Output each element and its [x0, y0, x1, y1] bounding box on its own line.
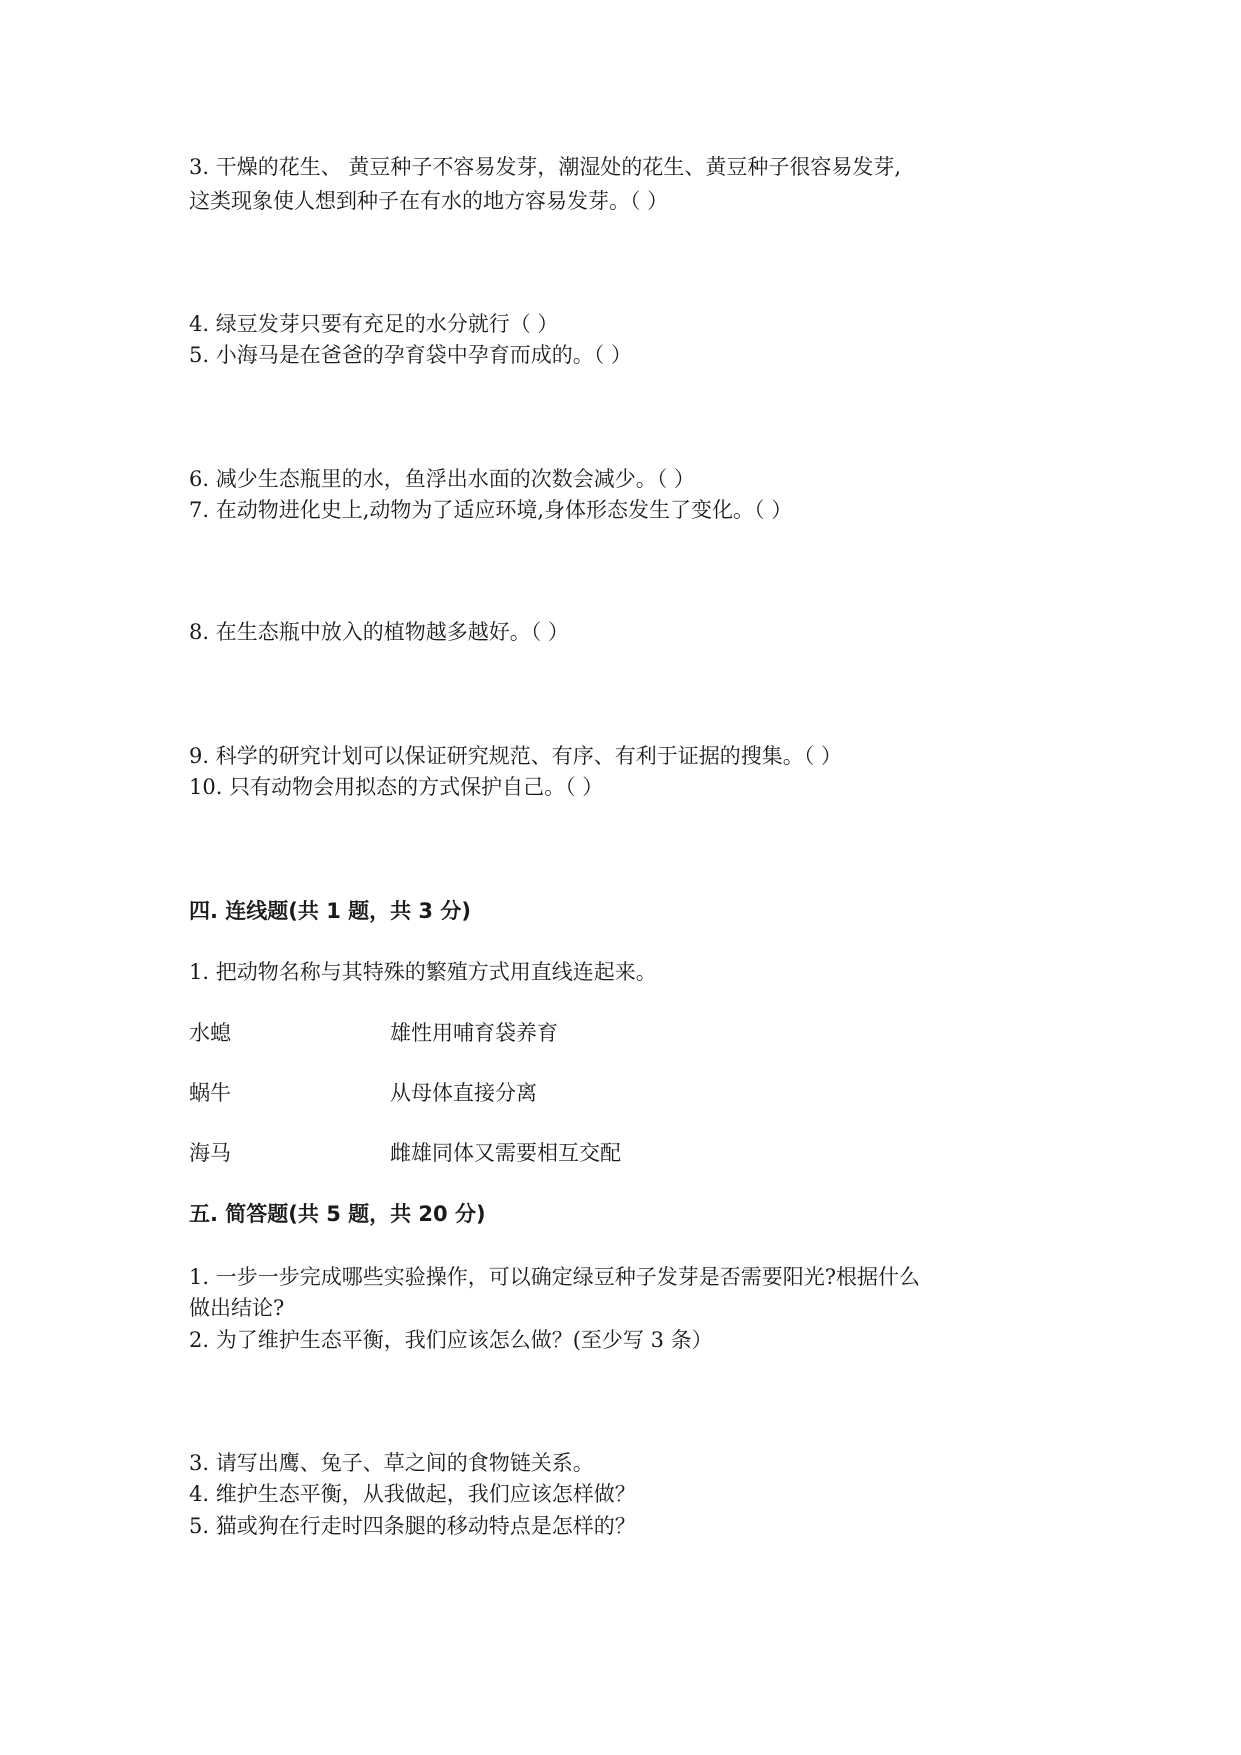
question-10: 10. 只有动物会用拟态的方式保护自己。（ ）	[189, 775, 604, 799]
reproduction-method: 从母体直接分离	[390, 1081, 537, 1105]
question-3-line-2: 这类现象使人想到种子在有水的地方容易发芽。（ ）	[189, 189, 669, 213]
short-answer-1-line-1: 1. 一步一步完成哪些实验操作，可以确定绿豆种子发芽是否需要阳光?根据什么	[189, 1265, 920, 1289]
section-5-title: 五. 简答题(共 5 题，共 20 分)	[189, 1202, 486, 1226]
question-8: 8. 在生态瓶中放入的植物越多越好。（ ）	[189, 620, 569, 644]
animal-name: 蜗牛	[189, 1081, 231, 1105]
short-answer-3: 3. 请写出鹰、兔子、草之间的食物链关系。	[189, 1451, 594, 1475]
question-3-line-1: 3. 干燥的花生、 黄豆种子不容易发芽，潮湿处的花生、黄豆种子很容易发芽,	[189, 155, 902, 179]
animal-name: 海马	[189, 1141, 231, 1165]
short-answer-5: 5. 猫或狗在行走时四条腿的移动特点是怎样的？	[189, 1514, 636, 1538]
question-4: 4. 绿豆发芽只要有充足的水分就行（ ）	[189, 312, 559, 336]
short-answer-1-line-2: 做出结论?	[189, 1296, 285, 1320]
reproduction-method: 雄性用哺育袋养育	[390, 1021, 558, 1045]
short-answer-4: 4. 维护生态平衡，从我做起，我们应该怎样做？	[189, 1482, 636, 1506]
question-6: 6. 减少生态瓶里的水，鱼浮出水面的次数会减少。（ ）	[189, 467, 695, 491]
short-answer-2: 2. 为了维护生态平衡，我们应该怎么做？(至少写 3 条）	[189, 1328, 713, 1352]
animal-name: 水螅	[189, 1021, 231, 1045]
matching-question-1: 1. 把动物名称与其特殊的繁殖方式用直线连起来。	[189, 960, 657, 984]
section-4-title: 四. 连线题(共 1 题，共 3 分)	[189, 899, 471, 923]
question-5: 5. 小海马是在爸爸的孕育袋中孕育而成的。（ ）	[189, 343, 632, 367]
question-9: 9. 科学的研究计划可以保证研究规范、有序、有利于证据的搜集。（ ）	[189, 744, 842, 768]
reproduction-method: 雌雄同体又需要相互交配	[390, 1141, 621, 1165]
question-7: 7. 在动物进化史上,动物为了适应环境,身体形态发生了变化。（ ）	[189, 498, 793, 522]
